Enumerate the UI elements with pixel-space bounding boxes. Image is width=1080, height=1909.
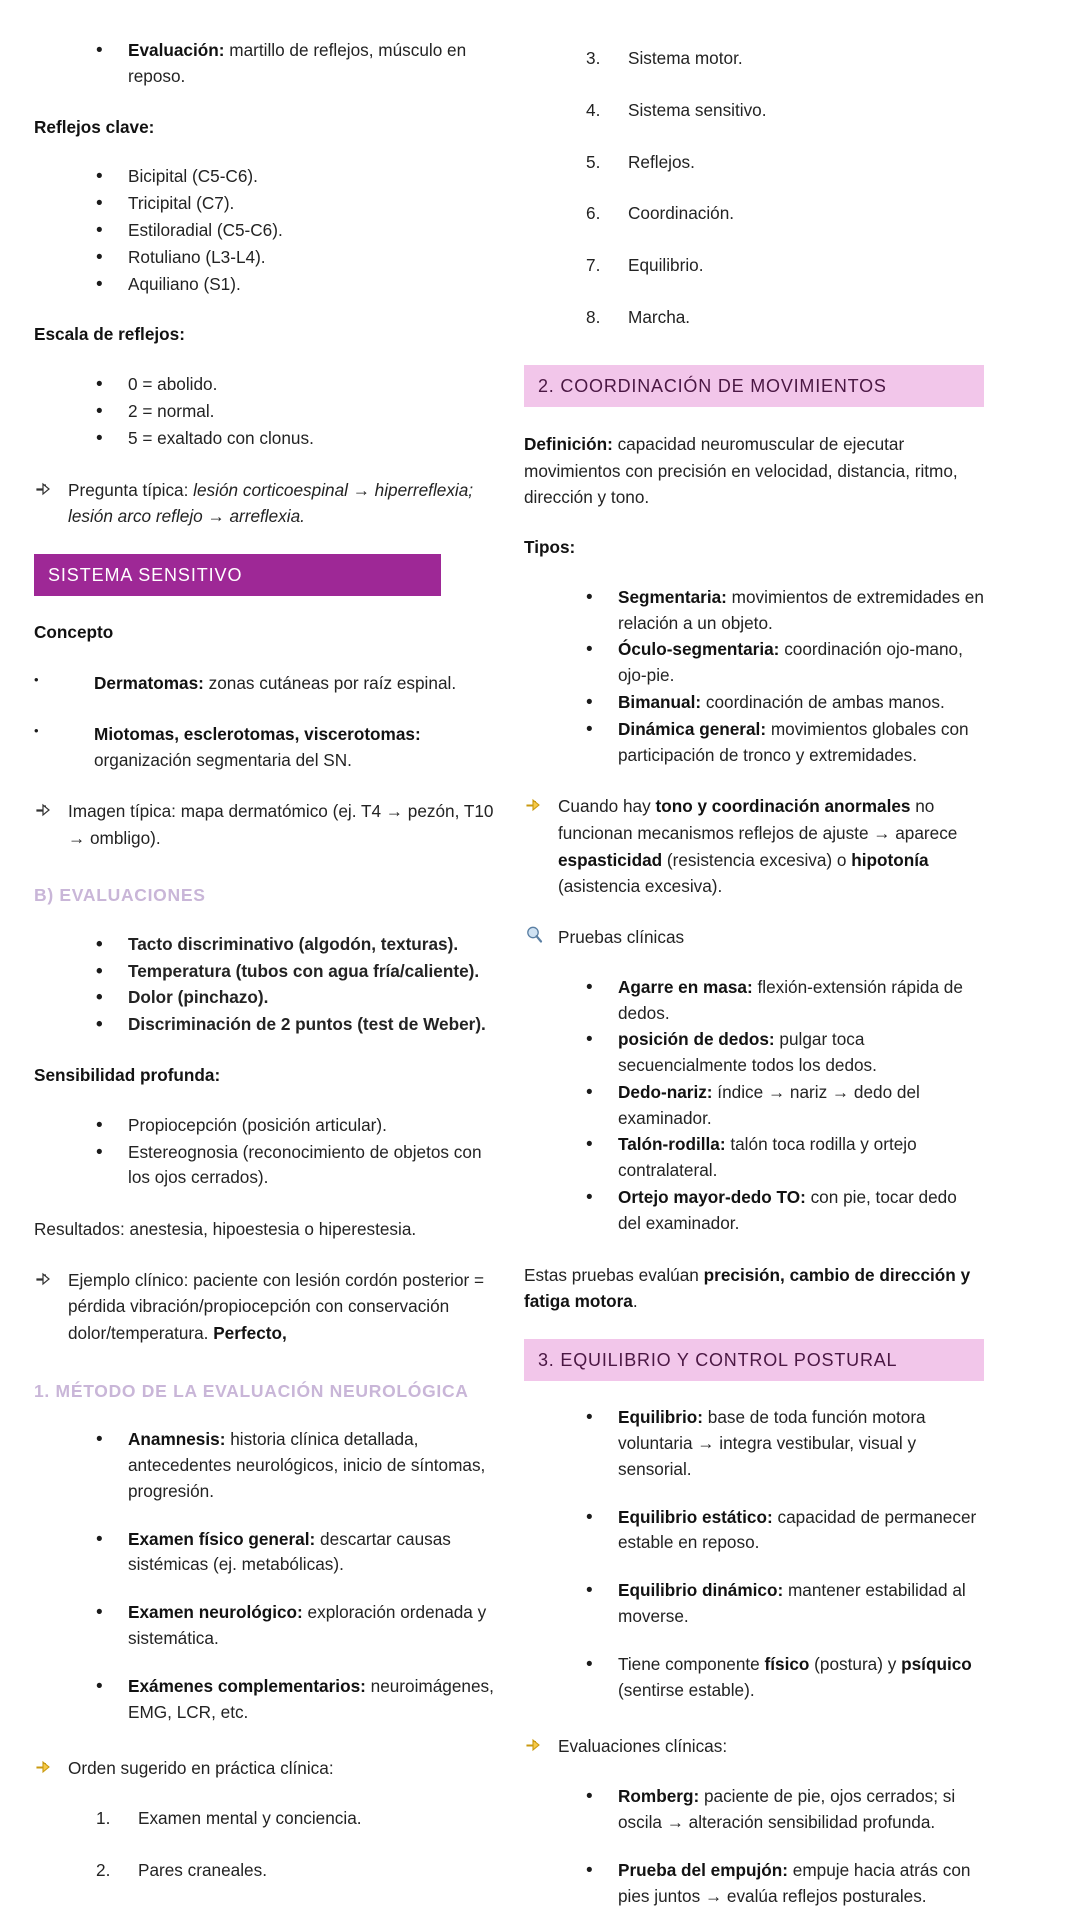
term: Examen neurológico: <box>128 1602 303 1623</box>
list-item <box>586 1858 984 1909</box>
term: Exámenes complementarios: <box>128 1675 366 1696</box>
term-desc: base de toda función motora voluntaria → integra vestibular, visual y sensorial. <box>618 1407 926 1479</box>
tipos-list <box>524 585 984 769</box>
banner-equilibrio-control-postural: 3. EQUILIBRIO Y CONTROL POSTURAL <box>524 1339 984 1381</box>
term-desc: índice → nariz → dedo del examinador. <box>618 1081 920 1128</box>
text: (postura) y <box>809 1653 902 1674</box>
term-desc: exploración ordenada y sistemática. <box>128 1602 487 1649</box>
term: Anamnesis: <box>128 1429 226 1450</box>
term-desc: flexión-extensión rápida de dedos. <box>618 976 963 1023</box>
list-item: Sistema sensitivo. <box>628 99 767 120</box>
term-desc: neuroimágenes, EMG, LCR, etc. <box>128 1675 494 1722</box>
text: . <box>632 1291 638 1312</box>
reflejos-clave-list <box>34 164 494 297</box>
ejemplo-clinico-note <box>34 1267 494 1347</box>
list-item: • Estereognosia (reconocimiento de objetos con los ojos cerrados). <box>96 1140 494 1192</box>
equilibrio-list <box>524 1405 984 1703</box>
list-item: • Tricipital (C7). <box>96 191 494 217</box>
list-item <box>586 975 984 1027</box>
list-item <box>586 637 984 689</box>
term-desc: capacidad neuromuscular de ejecutar movimientos con precisión en velocidad, distancia, ritmo, dirección y tono. <box>524 434 958 508</box>
term-desc: paciente de pie, ojos cerrados; si oscila → alteración sensibilidad profunda. <box>618 1786 956 1832</box>
concepto-heading: Concepto <box>34 622 114 643</box>
term: Talón-rodilla: <box>618 1134 726 1155</box>
list-item: • Estiloradial (C5-C6). <box>96 218 494 244</box>
term-desc: movimientos globales con participación de tronco y extremidades. <box>618 718 969 765</box>
note-italic: lesión corticoespinal → hiperreflexia; lesión arco reflejo → arreflexia. <box>68 479 474 527</box>
list-item: • Bicipital (C5-C6). <box>96 164 494 190</box>
note-text: Cuando hay <box>558 796 656 817</box>
orden-numbered-list <box>34 1806 494 1884</box>
escala-reflejos-list <box>34 372 494 451</box>
definicion-paragraph <box>524 431 984 511</box>
heading-metodo-evaluacion: 1. MÉTODO DE LA EVALUACIÓN NEUROLÓGICA <box>34 1380 469 1401</box>
pointing-hand-icon <box>34 1756 60 1778</box>
list-item: • Rotuliano (L3-L4). <box>96 245 494 271</box>
list-item: Examen mental y conciencia. <box>138 1808 362 1829</box>
list-item: • Temperatura (tubos con agua fría/caliente). <box>96 959 494 985</box>
term-desc: mantener estabilidad al moverse. <box>618 1580 966 1627</box>
list-item: • Dolor (pinchazo). <box>96 985 494 1011</box>
list-item: • Tacto discriminativo (algodón, texturas). <box>96 932 494 958</box>
term-desc: coordinación ojo-mano, ojo-pie. <box>618 639 963 686</box>
term: Dedo-nariz: <box>618 1081 713 1102</box>
text: Estas pruebas evalúan <box>524 1264 704 1285</box>
note-text: no funcionan mecanismos reflejos de ajuste → aparece <box>558 796 958 844</box>
concepto-item-dermatomas <box>34 670 494 697</box>
list-item <box>586 1784 984 1836</box>
list-item: Sistema motor. <box>628 48 743 68</box>
list-item: • Aquiliano (S1). <box>96 272 494 298</box>
term: Agarre en masa: <box>618 976 753 997</box>
term-desc: talón toca rodilla y ortejo contralateral. <box>618 1134 917 1181</box>
list-item: Pares craneales. <box>138 1859 267 1880</box>
banner-sistema-sensitivo: SISTEMA SENSITIVO <box>34 554 441 596</box>
evaluaciones-clinicas-note <box>524 1733 984 1760</box>
term-desc: descartar causas sistémicas (ej. metabólicas). <box>128 1528 451 1575</box>
left-column <box>34 38 494 1880</box>
term: Equilibrio estático: <box>618 1506 773 1527</box>
escala-reflejos-heading: Escala de reflejos: <box>34 324 185 345</box>
note-text: (resistencia excesiva) o <box>662 849 852 870</box>
list-item <box>586 585 984 637</box>
imagen-tipica-note <box>34 798 494 851</box>
note-bold-tail: Perfecto, <box>213 1323 287 1344</box>
list-item: • Propiocepción (posición articular). <box>96 1113 494 1139</box>
list-item <box>586 1027 984 1079</box>
pruebas-clinicas-note <box>524 924 984 951</box>
list-item: Equilibrio. <box>628 255 704 276</box>
list-item: Reflejos. <box>628 151 695 172</box>
orden-numbered-list-continued <box>524 46 984 331</box>
right-column <box>524 38 984 1906</box>
list-item <box>96 1600 494 1652</box>
note-text: Orden sugerido en práctica clínica: <box>68 1758 334 1779</box>
term: Segmentaria: <box>618 586 727 607</box>
bold-text: físico <box>764 1653 810 1674</box>
term: posición de dedos: <box>618 1029 775 1050</box>
term: Romberg: <box>618 1786 700 1807</box>
heading-b-evaluaciones: B) EVALUACIONES <box>34 885 206 906</box>
pointing-hand-icon <box>34 1268 60 1290</box>
tipos-heading: Tipos: <box>524 537 576 558</box>
sensibilidad-list <box>34 1113 494 1191</box>
note-label: Pregunta típica: <box>68 479 194 500</box>
note-bold: tono y coordinación anormales <box>655 796 911 817</box>
tono-coordinacion-note <box>524 793 984 900</box>
term: Prueba del empujón: <box>618 1859 788 1880</box>
list-item <box>96 1427 494 1504</box>
term: Equilibrio: <box>618 1407 703 1428</box>
term: Óculo-segmentaria: <box>618 639 780 660</box>
term-desc: organización segmentaria del SN. <box>94 750 352 771</box>
term: Definición: <box>524 434 613 455</box>
term: Miotomas, esclerotomas, viscerotomas: <box>94 723 421 744</box>
list-item: • 0 = abolido. <box>96 372 494 398</box>
list-item: • 2 = normal. <box>96 399 494 425</box>
term-desc: zonas cutáneas por raíz espinal. <box>203 672 457 693</box>
list-item <box>586 690 984 716</box>
list-item: Marcha. <box>628 306 691 327</box>
orden-sugerido-note <box>34 1755 494 1782</box>
note-text: (asistencia excesiva). <box>558 876 723 897</box>
list-item: Coordinación. <box>628 203 735 224</box>
estas-pruebas-paragraph <box>524 1262 984 1315</box>
text: (sentirse estable). <box>618 1679 755 1700</box>
evaluaciones-clinicas-list <box>524 1784 984 1909</box>
concepto-item-miotomas <box>34 721 494 774</box>
metodo-list <box>34 1427 494 1725</box>
term: Bimanual: <box>618 692 702 713</box>
note-text: Evaluaciones clínicas: <box>558 1736 728 1757</box>
resultados-paragraph: Resultados: anestesia, hipoestesia o hiperestesia. <box>34 1219 417 1240</box>
note-text: Ejemplo clínico: paciente con lesión cordón posterior = pérdida vibración/propiocepción con conservación dolor/temperatura. <box>68 1269 485 1344</box>
evaluaciones-list <box>34 932 494 1038</box>
sensibilidad-profunda-heading: Sensibilidad profunda: <box>34 1064 221 1085</box>
pregunta-tipica-note <box>34 477 494 530</box>
list-item <box>96 1674 494 1726</box>
bold-text: precisión, cambio de dirección y fatiga motora <box>524 1264 971 1312</box>
list-item <box>586 1652 984 1704</box>
term-desc: pulgar toca secuencialmente todos los dedos. <box>618 1029 877 1076</box>
pointing-hand-icon <box>34 799 60 821</box>
term-desc: martillo de reflejos, músculo en reposo. <box>128 40 467 86</box>
list-item <box>586 1405 984 1482</box>
term-desc: capacidad de permanecer estable en reposo. <box>618 1506 977 1553</box>
note-bold: hipotonía <box>851 849 929 870</box>
banner-coordinacion-movimientos: 2. COORDINACIÓN DE MOVIMIENTOS <box>524 365 984 407</box>
list-item <box>586 1578 984 1630</box>
term-desc: empuje hacia atrás con pies juntos → evalúa reflejos posturales. <box>618 1859 971 1906</box>
term: Examen físico general: <box>128 1528 316 1549</box>
term: Equilibrio dinámico: <box>618 1580 784 1601</box>
list-item <box>96 38 494 90</box>
pointing-hand-icon <box>524 794 550 816</box>
term-desc: con pie, tocar dedo del examinador. <box>618 1187 957 1233</box>
list-item <box>586 1080 984 1132</box>
term: Dermatomas: <box>94 672 204 693</box>
term-desc: historia clínica detallada, antecedentes neurológicos, inicio de síntomas, progresión. <box>128 1429 486 1501</box>
term: Evaluación: <box>128 40 225 60</box>
note-text: Imagen típica: mapa dermatómico (ej. T4 → pezón, T10 → ombligo). <box>68 800 494 848</box>
term: Ortejo mayor-dedo TO: <box>618 1187 806 1208</box>
note-text: Pruebas clínicas <box>558 927 685 948</box>
term-desc: coordinación de ambas manos. <box>701 692 945 713</box>
list-item: • Discriminación de 2 puntos (test de Weber). <box>96 1012 494 1038</box>
text: Tiene componente <box>618 1653 765 1674</box>
term-desc: movimientos de extremidades en relación a un objeto. <box>618 586 984 633</box>
list-item <box>586 1185 984 1237</box>
list-item <box>586 1132 984 1184</box>
evaluacion-bullet-list <box>34 38 494 90</box>
list-item <box>586 1505 984 1557</box>
reflejos-clave-heading: Reflejos clave: <box>34 116 155 137</box>
list-item <box>586 717 984 769</box>
magnifying-glass-icon <box>524 925 550 947</box>
bold-text: psíquico <box>901 1653 972 1674</box>
list-item: • 5 = exaltado con clonus. <box>96 426 494 452</box>
list-item <box>96 1527 494 1579</box>
term: Dinámica general: <box>618 718 767 739</box>
note-bold: espasticidad <box>558 849 663 870</box>
pointing-hand-icon <box>524 1734 550 1756</box>
pointing-hand-icon <box>34 478 60 500</box>
pruebas-list <box>524 975 984 1237</box>
